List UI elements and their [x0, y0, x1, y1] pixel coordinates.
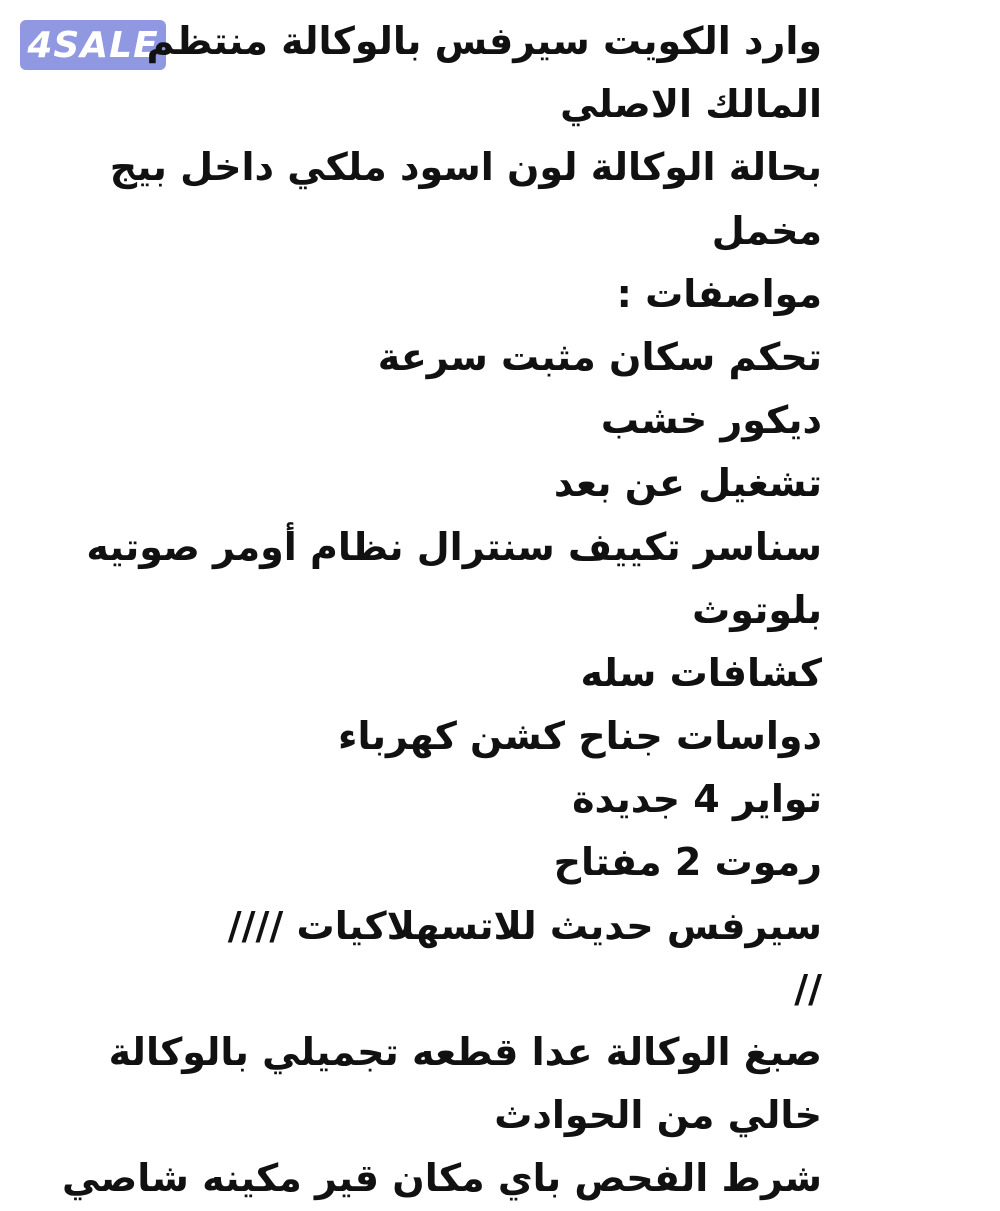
description-line: شرط الفحص باي مكان قير مكينه شاصي	[62, 1156, 822, 1201]
description-line: رموت 2 مفتاح	[553, 840, 822, 885]
description-line: //	[794, 966, 822, 1011]
description-line: دواسات جناح كشن كهرباء	[338, 714, 822, 759]
description-line: تحكم سكان مثبت سرعة	[377, 334, 822, 379]
description-line: بلوتوث	[692, 587, 822, 632]
description-line: تواير 4 جديدة	[572, 777, 822, 822]
description-line: مخمل	[711, 208, 822, 253]
description-line: بحالة الوكالة لون اسود ملكي داخل بيج	[109, 145, 822, 190]
description-line: ديكور خشب	[600, 398, 822, 443]
description-line: تشغيل عن بعد	[553, 461, 822, 506]
description-line: المالك الاصلي	[560, 82, 822, 127]
description-line: كشافات سله	[580, 650, 822, 695]
description-line: وارد الكويت سيرفس بالوكالة منتظم	[146, 19, 822, 63]
4sale-watermark-logo: 4SALE	[20, 20, 166, 70]
description-line: سيرفس حديث للاتسهلاكيات ////	[227, 903, 822, 948]
description-line: خالي من الحوادث	[494, 1093, 822, 1138]
description-line: صبغ الوكالة عدا قطعه تجميلي بالوكالة	[108, 1030, 822, 1074]
description-line: مواصفات :	[616, 271, 822, 316]
description-line: سناسر تكييف سنترال نظام أومر صوتيه	[86, 524, 822, 569]
